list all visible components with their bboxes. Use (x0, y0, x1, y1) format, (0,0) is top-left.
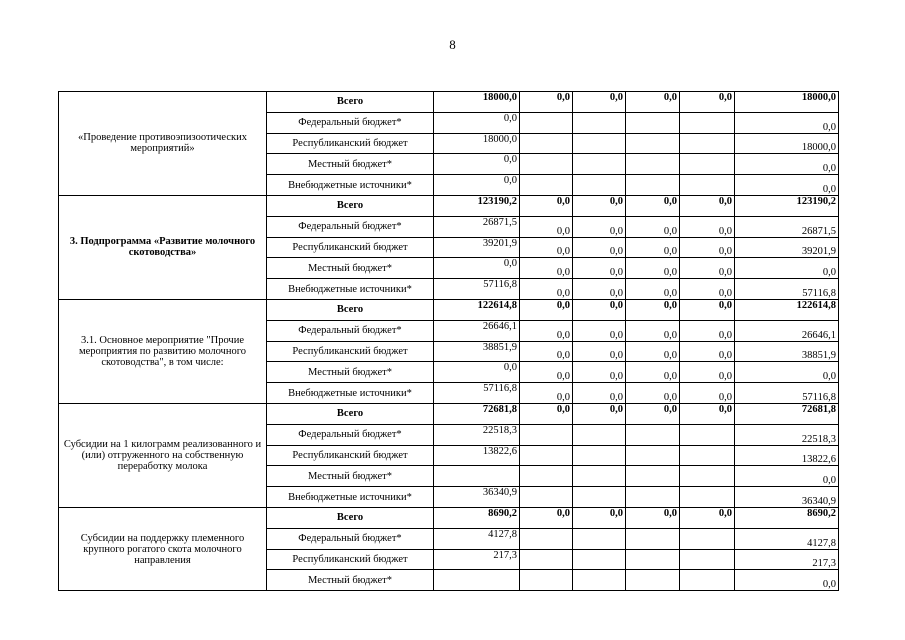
total-row (59, 92, 839, 113)
funding-source: Федеральный бюджет* (267, 112, 434, 133)
value-cell (520, 528, 573, 549)
value-cell: 0,0 (520, 279, 573, 300)
row-total-cell: 0,0 (735, 362, 839, 383)
value-cell: 0,0 (520, 237, 573, 258)
row-total-cell: 57116,8 (735, 279, 839, 300)
value-cell: 0,0 (626, 507, 680, 528)
value-cell (626, 466, 680, 487)
value-cell: 0,0 (626, 320, 680, 341)
value-cell: 0,0 (520, 258, 573, 279)
funding-source: Всего (267, 195, 434, 216)
value-cell: 0,0 (520, 403, 573, 424)
funding-source: Федеральный бюджет* (267, 424, 434, 445)
value-cell: 36340,9 (434, 487, 520, 508)
value-cell (626, 175, 680, 196)
value-cell: 0,0 (520, 195, 573, 216)
value-cell: 0,0 (626, 299, 680, 320)
value-cell (573, 549, 626, 570)
row-total-cell: 22518,3 (735, 424, 839, 445)
value-cell: 0,0 (573, 216, 626, 237)
value-cell (573, 570, 626, 591)
value-cell (680, 424, 735, 445)
program-title: «Проведение противоэпизоотических мероприятий» (59, 92, 267, 196)
value-cell: 72681,8 (434, 403, 520, 424)
value-cell (680, 175, 735, 196)
funding-source: Республиканский бюджет (267, 237, 434, 258)
row-total-cell: 57116,8 (735, 383, 839, 404)
value-cell (680, 133, 735, 154)
value-cell: 0,0 (520, 216, 573, 237)
total-row (59, 403, 839, 424)
value-cell (573, 133, 626, 154)
value-cell (520, 445, 573, 466)
value-cell: 0,0 (626, 383, 680, 404)
total-row (59, 195, 839, 216)
value-cell (626, 133, 680, 154)
value-cell: 0,0 (680, 237, 735, 258)
value-cell (680, 112, 735, 133)
funding-source: Местный бюджет* (267, 154, 434, 175)
row-total-cell: 13822,6 (735, 445, 839, 466)
funding-source: Федеральный бюджет* (267, 320, 434, 341)
value-cell (573, 424, 626, 445)
value-cell: 13822,6 (434, 445, 520, 466)
value-cell: 0,0 (434, 362, 520, 383)
value-cell: 26646,1 (434, 320, 520, 341)
value-cell: 0,0 (520, 320, 573, 341)
value-cell: 0,0 (520, 383, 573, 404)
funding-source: Республиканский бюджет (267, 445, 434, 466)
value-cell: 18000,0 (434, 133, 520, 154)
value-cell: 0,0 (520, 362, 573, 383)
value-cell: 0,0 (680, 258, 735, 279)
value-cell (434, 466, 520, 487)
value-cell: 0,0 (573, 237, 626, 258)
funding-source: Всего (267, 403, 434, 424)
program-title: Субсидии на поддержку племенного крупного рогатого скота молочного направления (59, 507, 267, 590)
value-cell (520, 154, 573, 175)
funding-source: Внебюджетные источники* (267, 487, 434, 508)
row-total-cell: 0,0 (735, 466, 839, 487)
value-cell: 0,0 (626, 279, 680, 300)
funding-source: Всего (267, 92, 434, 113)
value-cell (520, 466, 573, 487)
funding-source: Всего (267, 299, 434, 320)
value-cell: 0,0 (626, 237, 680, 258)
total-row (59, 507, 839, 528)
value-cell: 0,0 (434, 258, 520, 279)
value-cell: 0,0 (573, 92, 626, 113)
value-cell: 39201,9 (434, 237, 520, 258)
funding-source: Внебюджетные источники* (267, 175, 434, 196)
value-cell: 0,0 (626, 92, 680, 113)
value-cell: 0,0 (680, 403, 735, 424)
funding-source: Местный бюджет* (267, 258, 434, 279)
value-cell: 0,0 (680, 341, 735, 362)
row-total-cell: 0,0 (735, 258, 839, 279)
value-cell (626, 487, 680, 508)
program-title: Субсидии на 1 килограмм реализованного и (или) отгруженного на собственную переработку молока (59, 403, 267, 507)
row-total-cell: 0,0 (735, 154, 839, 175)
value-cell: 0,0 (520, 341, 573, 362)
value-cell: 0,0 (573, 299, 626, 320)
funding-source: Федеральный бюджет* (267, 216, 434, 237)
program-title: 3. Подпрограмма «Развитие молочного скотоводства» (59, 195, 267, 299)
value-cell: 0,0 (573, 320, 626, 341)
value-cell (573, 445, 626, 466)
value-cell (520, 487, 573, 508)
value-cell (680, 445, 735, 466)
funding-source: Республиканский бюджет (267, 133, 434, 154)
value-cell: 0,0 (680, 195, 735, 216)
value-cell (680, 487, 735, 508)
row-total-cell: 0,0 (735, 570, 839, 591)
value-cell (520, 175, 573, 196)
value-cell: 0,0 (680, 92, 735, 113)
row-total-cell: 26646,1 (735, 320, 839, 341)
program-title: 3.1. Основное мероприятие "Прочие мероприятия по развитию молочного скотоводства", в том числе: (59, 299, 267, 403)
row-total-cell: 26871,5 (735, 216, 839, 237)
value-cell: 0,0 (680, 279, 735, 300)
value-cell: 0,0 (573, 362, 626, 383)
row-total-cell: 0,0 (735, 175, 839, 196)
value-cell (573, 112, 626, 133)
row-total-cell: 0,0 (735, 112, 839, 133)
funding-source: Федеральный бюджет* (267, 528, 434, 549)
value-cell (520, 112, 573, 133)
value-cell: 0,0 (573, 341, 626, 362)
value-cell (520, 570, 573, 591)
value-cell: 0,0 (680, 216, 735, 237)
funding-source: Местный бюджет* (267, 570, 434, 591)
value-cell: 22518,3 (434, 424, 520, 445)
row-total-cell: 39201,9 (735, 237, 839, 258)
value-cell (520, 424, 573, 445)
value-cell: 0,0 (626, 258, 680, 279)
value-cell (626, 154, 680, 175)
value-cell (680, 570, 735, 591)
value-cell: 0,0 (626, 341, 680, 362)
total-row (59, 299, 839, 320)
value-cell (680, 154, 735, 175)
row-total-cell: 36340,9 (735, 487, 839, 508)
page-number: 8 (449, 37, 456, 52)
value-cell: 0,0 (573, 258, 626, 279)
value-cell (573, 154, 626, 175)
value-cell: 217,3 (434, 549, 520, 570)
funding-source: Внебюджетные источники* (267, 383, 434, 404)
funding-source: Местный бюджет* (267, 466, 434, 487)
value-cell: 0,0 (434, 175, 520, 196)
row-total-cell: 122614,8 (735, 299, 839, 320)
value-cell: 0,0 (573, 279, 626, 300)
row-total-cell: 123190,2 (735, 195, 839, 216)
value-cell (680, 528, 735, 549)
funding-source: Республиканский бюджет (267, 341, 434, 362)
row-total-cell: 72681,8 (735, 403, 839, 424)
row-total-cell: 18000,0 (735, 92, 839, 113)
value-cell (626, 445, 680, 466)
value-cell: 38851,9 (434, 341, 520, 362)
value-cell: 57116,8 (434, 279, 520, 300)
value-cell: 0,0 (573, 383, 626, 404)
value-cell (680, 549, 735, 570)
value-cell (626, 528, 680, 549)
value-cell: 0,0 (520, 92, 573, 113)
value-cell: 57116,8 (434, 383, 520, 404)
value-cell: 123190,2 (434, 195, 520, 216)
value-cell: 0,0 (626, 362, 680, 383)
value-cell: 8690,2 (434, 507, 520, 528)
value-cell (434, 570, 520, 591)
value-cell: 0,0 (573, 195, 626, 216)
value-cell: 4127,8 (434, 528, 520, 549)
funding-source: Республиканский бюджет (267, 549, 434, 570)
value-cell (626, 424, 680, 445)
value-cell (626, 549, 680, 570)
row-total-cell: 8690,2 (735, 507, 839, 528)
funding-source: Всего (267, 507, 434, 528)
value-cell (520, 133, 573, 154)
value-cell (573, 466, 626, 487)
value-cell: 0,0 (520, 507, 573, 528)
value-cell (573, 487, 626, 508)
value-cell (573, 528, 626, 549)
budget-table (58, 91, 839, 591)
row-total-cell: 217,3 (735, 549, 839, 570)
value-cell: 0,0 (434, 112, 520, 133)
value-cell: 0,0 (680, 383, 735, 404)
funding-source: Местный бюджет* (267, 362, 434, 383)
value-cell: 0,0 (680, 299, 735, 320)
value-cell: 0,0 (626, 403, 680, 424)
value-cell (520, 549, 573, 570)
value-cell (680, 466, 735, 487)
value-cell: 0,0 (626, 195, 680, 216)
value-cell: 0,0 (680, 320, 735, 341)
value-cell: 26871,5 (434, 216, 520, 237)
value-cell: 0,0 (520, 299, 573, 320)
value-cell: 0,0 (573, 403, 626, 424)
funding-source: Внебюджетные источники* (267, 279, 434, 300)
row-total-cell: 18000,0 (735, 133, 839, 154)
row-total-cell: 4127,8 (735, 528, 839, 549)
value-cell: 122614,8 (434, 299, 520, 320)
value-cell (573, 175, 626, 196)
value-cell: 0,0 (434, 154, 520, 175)
value-cell (626, 570, 680, 591)
value-cell: 0,0 (573, 507, 626, 528)
value-cell: 0,0 (626, 216, 680, 237)
row-total-cell: 38851,9 (735, 341, 839, 362)
value-cell: 0,0 (680, 507, 735, 528)
value-cell (626, 112, 680, 133)
value-cell: 18000,0 (434, 92, 520, 113)
value-cell: 0,0 (680, 362, 735, 383)
